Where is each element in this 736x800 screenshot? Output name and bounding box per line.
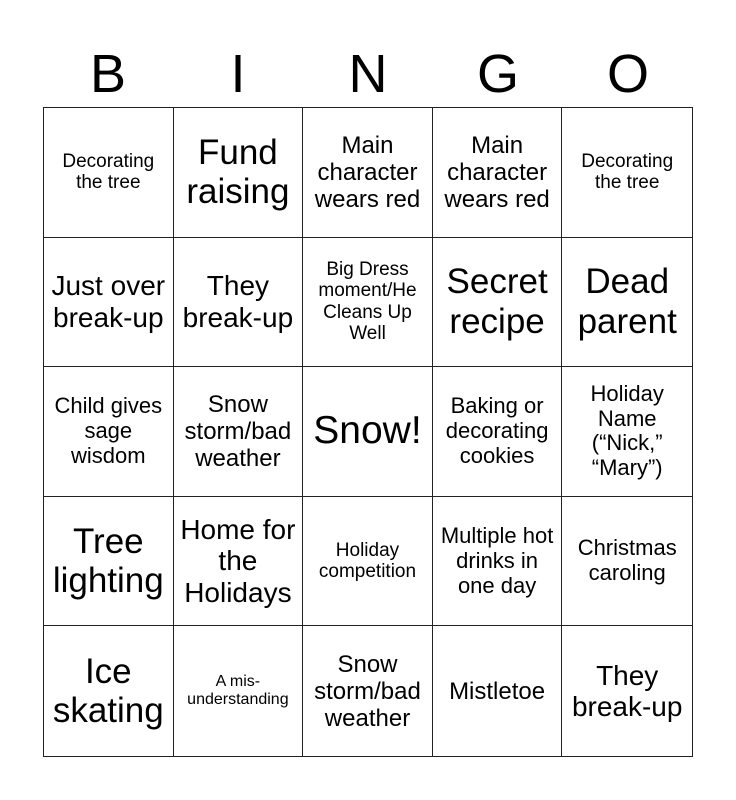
bingo-cell[interactable]: Christmas caroling xyxy=(562,497,692,627)
bingo-cell[interactable]: Main character wears red xyxy=(303,108,433,238)
header-letter-i: I xyxy=(230,44,246,104)
bingo-card xyxy=(43,107,693,757)
header-letter-b: B xyxy=(89,44,127,104)
bingo-cell[interactable]: Multiple hot drinks in one day xyxy=(433,497,563,627)
bingo-cell[interactable]: Baking or decorating cookies xyxy=(433,367,563,497)
bingo-cell[interactable]: Mistletoe xyxy=(433,626,563,756)
header-letter-o: O xyxy=(606,44,649,104)
bingo-cell[interactable]: Tree lighting xyxy=(44,497,174,627)
bingo-cell free-space[interactable]: Snow! xyxy=(303,367,433,497)
bingo-cell[interactable]: Big Dress moment/He Cleans Up Well xyxy=(303,238,433,368)
bingo-cell[interactable]: Holiday competition xyxy=(303,497,433,627)
bingo-cell[interactable]: Holiday Name (“Nick,” “Mary”) xyxy=(562,367,692,497)
bingo-cell[interactable]: Dead parent xyxy=(562,238,692,368)
bingo-cell[interactable]: Child gives sage wisdom xyxy=(44,367,174,497)
bingo-cell[interactable]: Just over break-up xyxy=(44,238,174,368)
bingo-cell[interactable]: Fund raising xyxy=(174,108,304,238)
bingo-cell[interactable]: Main character wears red xyxy=(433,108,563,238)
bingo-cell[interactable]: Ice skating xyxy=(44,626,174,756)
header-letter-n: N xyxy=(348,44,388,104)
bingo-cell[interactable]: Home for the Holidays xyxy=(174,497,304,627)
bingo-header xyxy=(43,42,693,106)
bingo-cell[interactable]: Secret recipe xyxy=(433,238,563,368)
bingo-cell[interactable]: Decorating the tree xyxy=(562,108,692,238)
bingo-cell[interactable]: They break-up xyxy=(571,659,683,723)
bingo-cell[interactable]: They break-up xyxy=(174,238,304,368)
header-letter-g: G xyxy=(476,44,519,104)
bingo-cell[interactable]: A mis-understanding xyxy=(174,626,304,756)
bingo-cell[interactable]: Snow storm/bad weather xyxy=(174,367,304,497)
bingo-cell[interactable]: Snow storm/bad weather xyxy=(303,626,433,756)
bingo-cell[interactable]: Decorating the tree xyxy=(44,108,174,238)
